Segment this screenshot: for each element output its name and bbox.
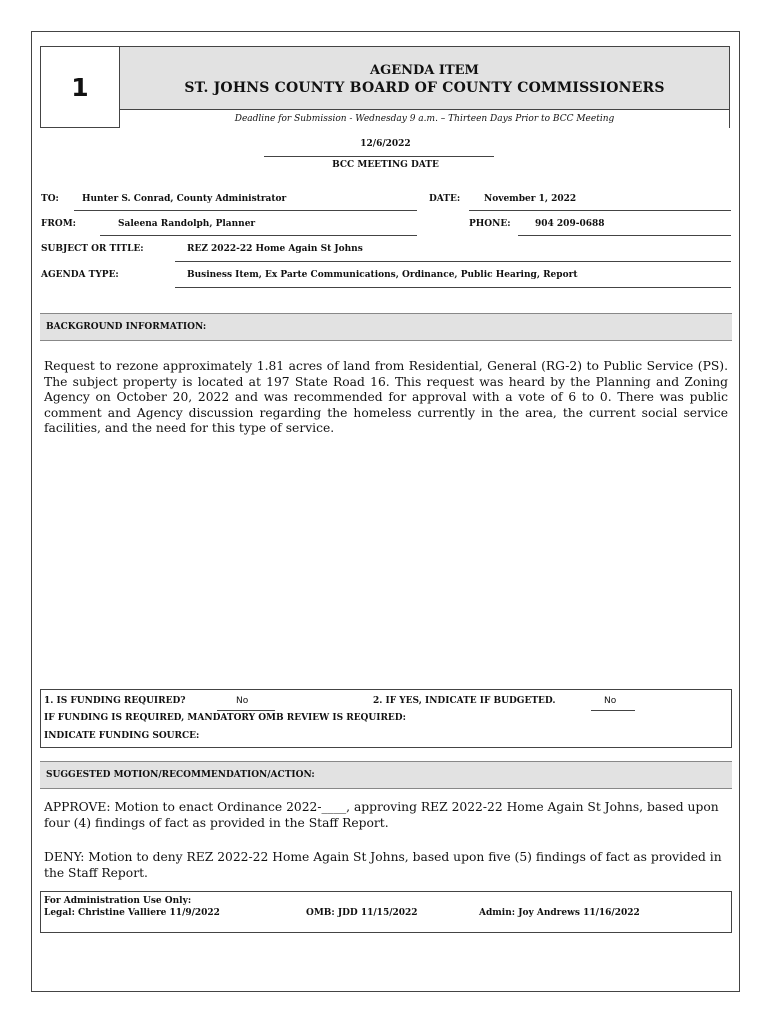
meeting-date-line bbox=[264, 156, 494, 157]
meeting-date: 12/6/2022 bbox=[360, 139, 411, 149]
funding-source-label: INDICATE FUNDING SOURCE: bbox=[44, 731, 200, 741]
agenda-item-page bbox=[31, 31, 740, 992]
from-value: Saleena Randolph, Planner bbox=[118, 219, 256, 229]
funding-q2-label: 2. IF YES, INDICATE IF BUDGETED. bbox=[373, 696, 556, 706]
phone-label: PHONE: bbox=[469, 219, 511, 229]
background-text: Request to rezone approximately 1.81 acres of land from Residential, General (RG-2) to Public Service (PS). The subject property is located at 197 State Road 16. This request was heard by the Planning and Zoning Agency on October 20, 2022 and was recommended for approval with a vote of 6 to 0. There was public comment and Agency discussion regarding the homeless currently in the area, the current social service facilities, and the need for this type of service. bbox=[44, 359, 728, 436]
funding-q2-line bbox=[591, 710, 635, 711]
subject-line bbox=[175, 261, 731, 262]
admin-legal: Legal: Christine Valliere 11/9/2022 bbox=[44, 908, 220, 918]
to-label: TO: bbox=[41, 194, 59, 204]
to-value: Hunter S. Conrad, County Administrator bbox=[82, 194, 287, 204]
header-title-line1: AGENDA ITEM bbox=[370, 63, 479, 78]
subject-label: SUBJECT OR TITLE: bbox=[41, 244, 144, 254]
funding-omb-label: IF FUNDING IS REQUIRED, MANDATORY OMB REVIEW IS REQUIRED: bbox=[44, 713, 406, 723]
funding-q1-value: No bbox=[236, 696, 249, 706]
from-line bbox=[100, 235, 417, 236]
funding-q1-line bbox=[217, 710, 275, 711]
date-value: November 1, 2022 bbox=[484, 194, 577, 204]
admin-heading: For Administration Use Only: bbox=[44, 896, 192, 906]
background-heading: BACKGROUND INFORMATION: bbox=[40, 313, 732, 341]
meeting-date-label: BCC MEETING DATE bbox=[332, 160, 439, 170]
admin-omb: OMB: JDD 11/15/2022 bbox=[306, 908, 418, 918]
deadline-note: Deadline for Submission - Wednesday 9 a.m. – Thirteen Days Prior to BCC Meeting bbox=[120, 109, 729, 129]
motion-deny: DENY: Motion to deny REZ 2022-22 Home Again St Johns, based upon five (5) findings of fact as provided in the Staff Report. bbox=[44, 850, 722, 880]
subject-value: REZ 2022-22 Home Again St Johns bbox=[187, 244, 363, 254]
funding-q2-value: No bbox=[604, 696, 617, 706]
agenda-type-line bbox=[175, 287, 731, 288]
phone-value: 904 209-0688 bbox=[535, 219, 605, 229]
from-label: FROM: bbox=[41, 219, 76, 229]
motion-approve: APPROVE: Motion to enact Ordinance 2022-____, approving REZ 2022-22 Home Again St Johns, based upon four (4) findings of fact as provided in the Staff Report. bbox=[44, 800, 719, 830]
agenda-type-value: Business Item, Ex Parte Communications, Ordinance, Public Hearing, Report bbox=[187, 270, 578, 280]
funding-q1-label: 1. IS FUNDING REQUIRED? bbox=[44, 696, 186, 706]
item-number: 1 bbox=[41, 47, 120, 127]
phone-line bbox=[518, 235, 731, 236]
header-title-line2: ST. JOHNS COUNTY BOARD OF COUNTY COMMISSIONERS bbox=[184, 80, 665, 96]
date-label: DATE: bbox=[429, 194, 461, 204]
admin-signoff: Admin: Joy Andrews 11/16/2022 bbox=[479, 908, 640, 918]
date-line bbox=[469, 210, 731, 211]
to-line bbox=[74, 210, 417, 211]
agenda-type-label: AGENDA TYPE: bbox=[41, 270, 119, 280]
motion-heading: SUGGESTED MOTION/RECOMMENDATION/ACTION: bbox=[40, 761, 732, 789]
funding-box bbox=[40, 689, 732, 748]
agenda-header bbox=[40, 46, 730, 128]
admin-box bbox=[40, 891, 732, 933]
